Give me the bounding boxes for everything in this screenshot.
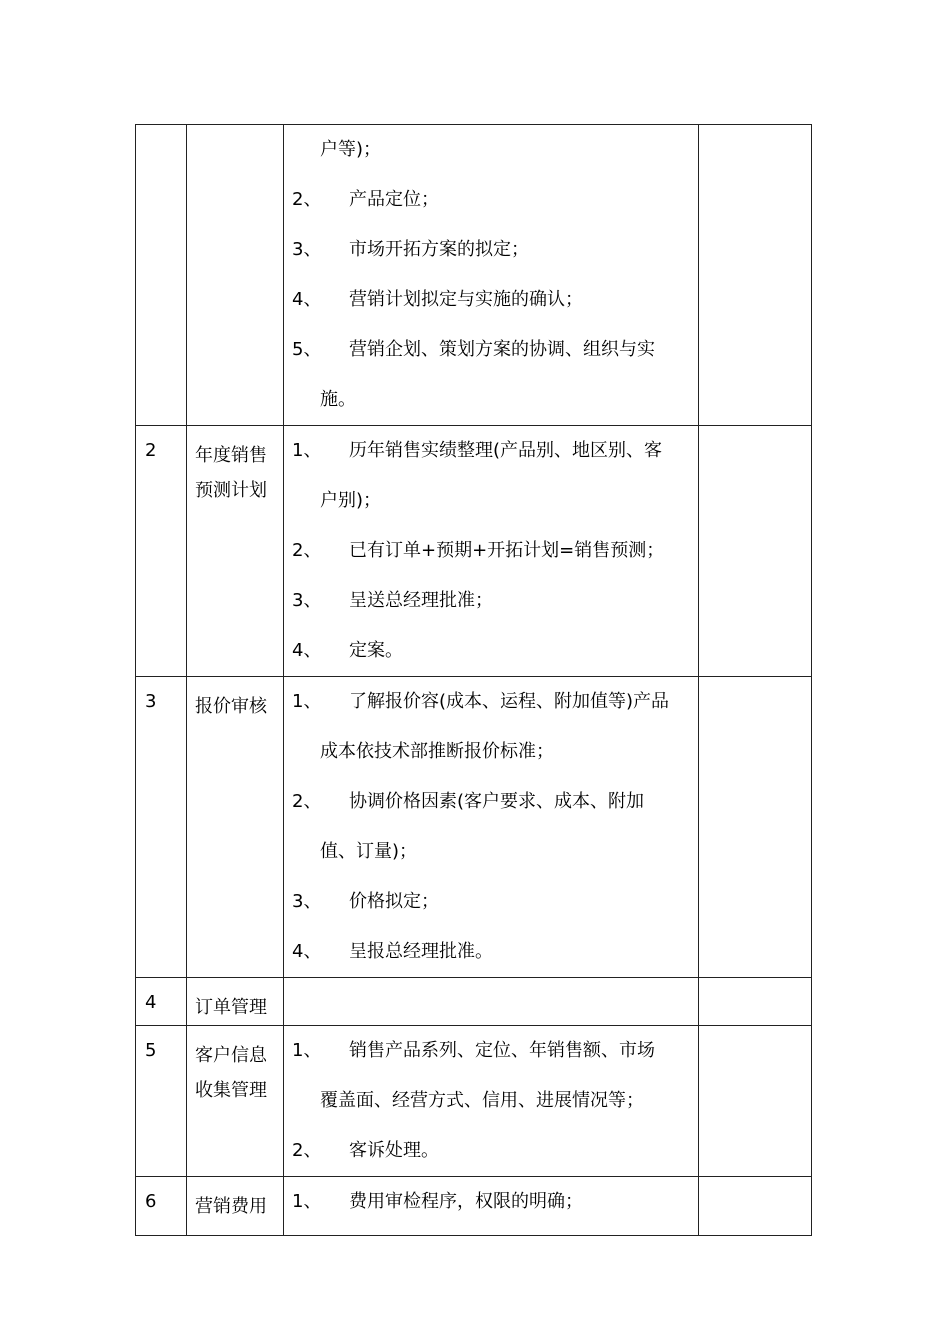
content-cell [284,677,699,978]
content-line [292,175,698,225]
content-cell [284,125,699,426]
item-name-line: 客户信息 [195,1045,267,1066]
list-number: 2、 [292,189,322,210]
list-text: 价格拟定； [349,891,439,912]
list-text: 呈报总经理批准。 [349,941,493,962]
content-line [292,1177,698,1227]
item-name [187,125,283,137]
remark-cell [699,125,812,426]
item-name-line: 营销费用 [195,1196,267,1217]
item-cell [187,978,284,1026]
list-text: 市场开拓方案的拟定； [349,239,529,260]
table-row [136,1177,812,1236]
list-text: 覆盖面、经营方式、信用、进展情况等； [320,1090,644,1111]
list-text: 费用审检程序，权限的明确； [349,1191,583,1212]
row-number-cell [136,677,187,978]
list-text: 了解报价容(成本、运程、附加值等)产品 [349,691,670,712]
item-name [187,1177,283,1224]
content-line [292,877,698,927]
content-line [292,677,698,727]
table-row [136,125,812,426]
item-name [187,978,283,1025]
content-line [292,727,698,777]
list-text: 营销计划拟定与实施的确认； [349,289,583,310]
list-text: 产品定位； [349,189,439,210]
row-number: 2 [145,440,157,461]
item-name-line: 收集管理 [195,1080,267,1101]
duty-table [135,124,812,1236]
content-line [292,1076,698,1126]
remark-cell [699,1177,812,1236]
list-number: 2、 [292,1140,322,1161]
item-cell [187,1177,284,1236]
list-number: 5、 [292,339,322,360]
list-text: 客诉处理。 [349,1140,439,1161]
list-number: 3、 [292,590,322,611]
content-line [292,426,698,476]
content-line [292,125,698,175]
list-number: 3、 [292,891,322,912]
content-line [292,827,698,877]
list-number: 3、 [292,239,322,260]
content-cell [284,978,699,1026]
remark-cell [699,1026,812,1177]
list-number: 4、 [292,941,322,962]
remark-cell [699,978,812,1026]
list-text: 值、订量)； [320,841,418,862]
list-text: 历年销售实绩整理(产品别、地区别、客 [349,440,663,461]
list-text: 成本依技术部推断报价标准； [320,741,554,762]
table-body [136,125,812,1236]
list-number: 1、 [292,1040,322,1061]
list-number: 1、 [292,440,322,461]
list-text: 户别)； [320,490,382,511]
content-line [292,927,698,977]
list-text: 销售产品系列、定位、年销售额、市场 [349,1040,655,1061]
list-number: 4、 [292,289,322,310]
list-text: 呈送总经理批准； [349,590,493,611]
row-number: 4 [145,992,157,1013]
content-cell [284,426,699,677]
content-line [292,275,698,325]
remark-cell [699,426,812,677]
list-text: 协调价格因素(客户要求、成本、附加 [349,791,645,812]
row-number-cell [136,978,187,1026]
content-line [292,375,698,425]
item-name-line: 报价审核 [195,696,267,717]
table-row [136,426,812,677]
item-cell [187,1026,284,1177]
list-number: 1、 [292,691,322,712]
row-number-cell [136,1026,187,1177]
list-number: 4、 [292,640,322,661]
list-text: 户等)； [320,139,382,160]
item-name-line: 预测计划 [195,480,267,501]
row-number-cell [136,125,187,426]
content-cell [284,1177,699,1236]
list-text: 施。 [320,389,356,410]
row-number: 6 [145,1191,157,1212]
list-number: 2、 [292,791,322,812]
content-line [292,777,698,827]
item-name-line: 订单管理 [195,997,267,1018]
content-line [292,476,698,526]
item-cell [187,677,284,978]
content-line [292,325,698,375]
list-text: 定案。 [349,640,403,661]
row-number: 3 [145,691,157,712]
table-row [136,1026,812,1177]
item-name [187,677,283,724]
content-line [292,526,698,576]
list-text: 已有订单+预期+开拓计划=销售预测； [349,540,665,561]
item-cell [187,125,284,426]
list-number: 1、 [292,1191,322,1212]
content-line [292,225,698,275]
row-number [136,125,186,138]
row-number: 5 [145,1040,157,1061]
list-text: 营销企划、策划方案的协调、组织与实 [349,339,655,360]
item-cell [187,426,284,677]
table-row [136,677,812,978]
item-name [187,426,283,508]
content-line [292,626,698,676]
row-number-cell [136,1177,187,1236]
content-cell [284,1026,699,1177]
content-line [292,1126,698,1176]
item-name [187,1026,283,1108]
remark-cell [699,677,812,978]
item-name-line: 年度销售 [195,445,267,466]
table-row [136,978,812,1026]
row-number-cell [136,426,187,677]
content-line [292,576,698,626]
list-number: 2、 [292,540,322,561]
content-line [292,1026,698,1076]
